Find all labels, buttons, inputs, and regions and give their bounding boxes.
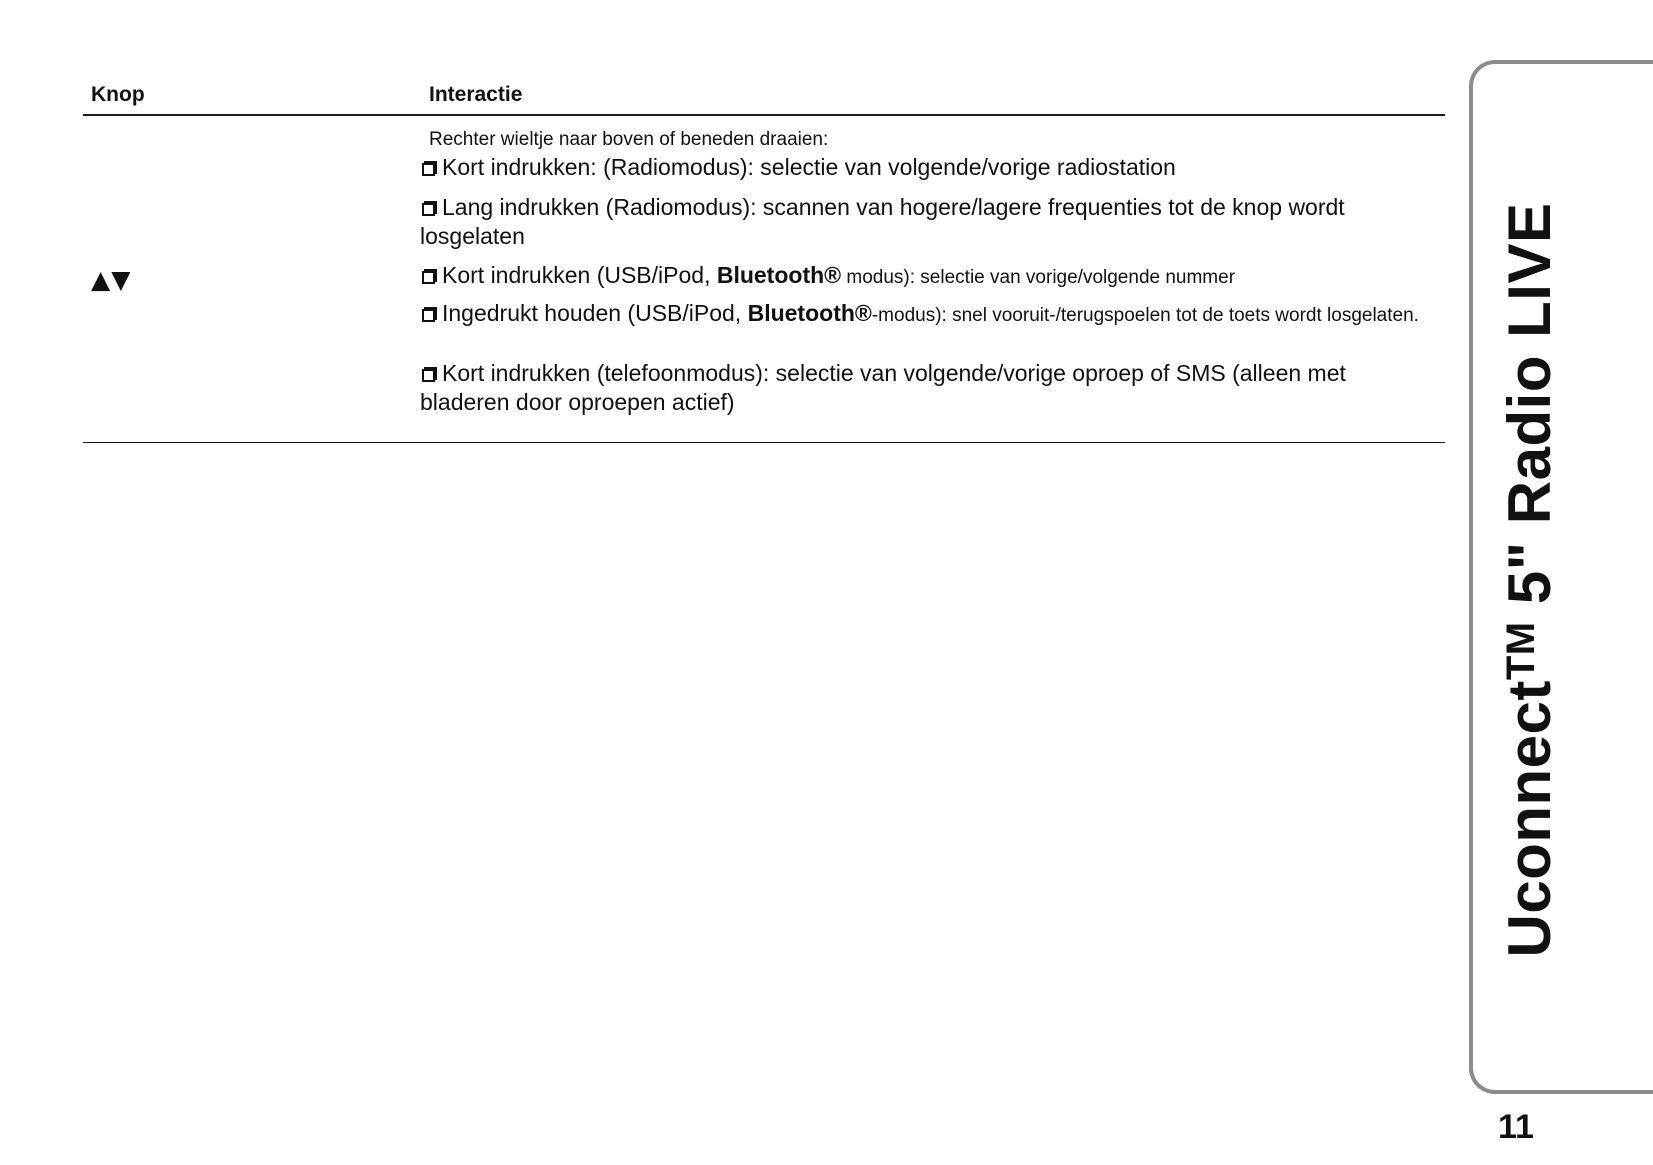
trademark-mark: TM: [1499, 621, 1543, 681]
list-item: Kort indrukken (USB/iPod, Bluetooth® modus): selectie van vorige/volgende nummer: [420, 261, 1425, 292]
bluetooth-label: Bluetooth®: [747, 300, 872, 326]
up-down-arrows-icon: ▲▼: [91, 264, 132, 294]
intro-text: Rechter wieltje naar boven of beneden draaien:: [429, 129, 829, 150]
chapter-title: Uconnect™ 5" Radio LIVE: [1496, 202, 1563, 958]
column-header-knop: Knop: [91, 83, 145, 106]
list-item: Kort indrukken: (Radiomodus): selectie van volgende/vorige radiostation: [420, 153, 1425, 182]
bullet-box-icon: [422, 271, 435, 284]
bluetooth-label: Bluetooth®: [716, 262, 842, 288]
page-number: 11: [1498, 1108, 1534, 1146]
bullet-box-icon: [422, 203, 435, 216]
table-header: [83, 80, 1445, 116]
knop-cell: [91, 116, 131, 442]
bullet-box-icon: [422, 163, 435, 176]
button-interaction-table: [83, 80, 1445, 443]
list-item: Ingedrukt houden (USB/iPod, Bluetooth®-modus): snel vooruit-/terugspoelen tot de toets wordt losgelaten.: [420, 301, 1425, 328]
list-item: Lang indrukken (Radiomodus): scannen van hogere/lagere frequenties tot de knop wordt losgelaten: [420, 194, 1345, 249]
column-header-interactie: Interactie: [429, 83, 523, 106]
bullet-box-icon: [422, 369, 435, 382]
bullet-box-icon: [422, 309, 435, 322]
table-row: [83, 116, 1445, 443]
list-item: Kort indrukken (telefoonmodus): selectie van volgende/vorige oproep of SMS (alleen met bladeren door oproepen actief): [420, 360, 1346, 415]
